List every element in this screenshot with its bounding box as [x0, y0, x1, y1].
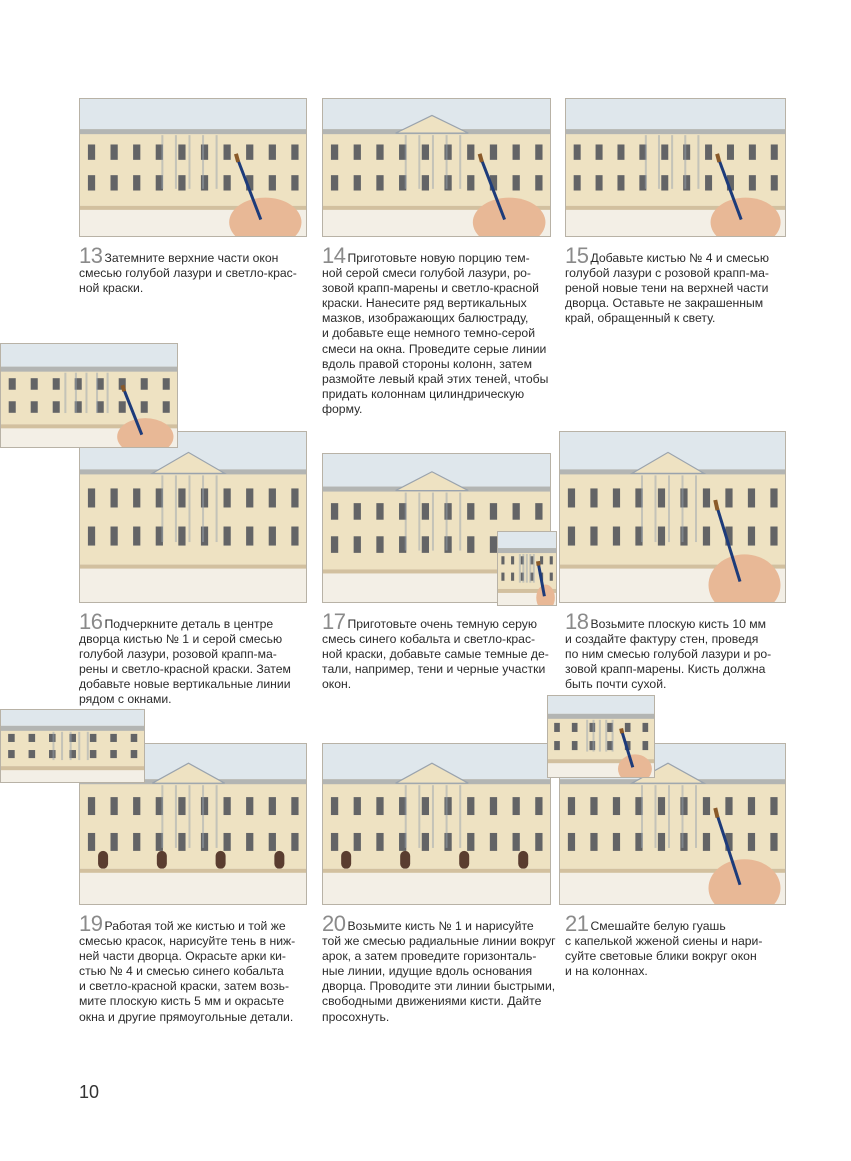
step-number: 21	[565, 911, 589, 936]
step-text: Затемните верхние части окон смесью голубой лазури и светло-крас- ной краски.	[79, 251, 297, 296]
photo-step-13	[79, 98, 307, 237]
step-text: Приготовьте новую порцию тем- ной серой смеси голубой лазури, ро- зовой крапп-марены и светло-красной краски. Нанесите ряд вертикальных мазков, изображающих балюстраду, и добавьте еще немного темно-серой смеси на окна. Проведите серые линии вдоль правой стороны колонн, затем размойте левый край этих теней, чтобы придать колоннам цилиндрическую форму.	[322, 251, 549, 416]
photo-detail-17	[497, 531, 557, 606]
step-number: 18	[565, 609, 589, 634]
step-text: Возьмите кисть № 1 и нарисуйте той же смесью радиальные линии вокруг арок, а затем проведите горизонталь- ные линии, идущие вдоль основания дворца. Проводите эти линии быстрыми, свободными движениями кисти. Дайте просохнуть.	[322, 919, 556, 1024]
photo-step-18	[559, 431, 786, 603]
step-number: 20	[322, 911, 346, 936]
step-20	[322, 911, 562, 1025]
step-21	[565, 911, 800, 979]
photo-detail-21	[547, 695, 655, 778]
step-number: 13	[79, 243, 103, 268]
step-13	[79, 243, 314, 296]
step-text: Возьмите плоскую кисть 10 мм и создайте фактуру стен, проведя по ним смесью голубой лазури и ро- зовой крапп-марены. Кисть должна быть почти сухой.	[565, 617, 772, 692]
step-text: Подчеркните деталь в центре дворца кистью № 1 и серой смесью голубой лазури, розовой крапп-ма- рены и светло-красной краски. Затем добавьте новые вертикальные линии рядом с окнами.	[79, 617, 291, 707]
photo-step-16	[79, 431, 307, 603]
step-19	[79, 911, 314, 1025]
step-number: 19	[79, 911, 103, 936]
step-number: 15	[565, 243, 589, 268]
photo-step-14	[322, 98, 551, 237]
step-18	[565, 609, 800, 692]
step-number: 14	[322, 243, 346, 268]
step-16	[79, 609, 314, 708]
photo-step-20	[322, 743, 551, 905]
step-text: Добавьте кистью № 4 и смесью голубой лазури с розовой крапп-ма- реной новые тени на верхней части дворца. Оставьте не закрашенным край, обращенный к свету.	[565, 251, 769, 326]
photo-detail-19	[0, 709, 145, 783]
page-number: 10	[79, 1082, 100, 1102]
photo-step-15	[565, 98, 786, 237]
step-text: Работая той же кистью и той же смесью красок, нарисуйте тень в ниж- ней части дворца. Окрасьте арки ки- стью № 4 и смесью синего кобальта и светло-красной краски, затем возь- мите плоскую кисть 5 мм и окрасьте окна и другие прямоугольные детали.	[79, 919, 296, 1024]
step-text: Смешайте белую гуашь с капелькой жженой сиены и нари- суйте световые блики вокруг окон и на колоннах.	[565, 919, 763, 979]
step-number: 17	[322, 609, 346, 634]
step-text: Приготовьте очень темную серую смесь синего кобальта и светло-крас- ной краски, добавьте самые темные де- тали, например, тени и черные участки окон.	[322, 617, 549, 692]
step-number: 16	[79, 609, 103, 634]
step-15	[565, 243, 800, 326]
photo-detail-16	[0, 343, 178, 448]
step-17	[322, 609, 562, 692]
step-14	[322, 243, 562, 417]
